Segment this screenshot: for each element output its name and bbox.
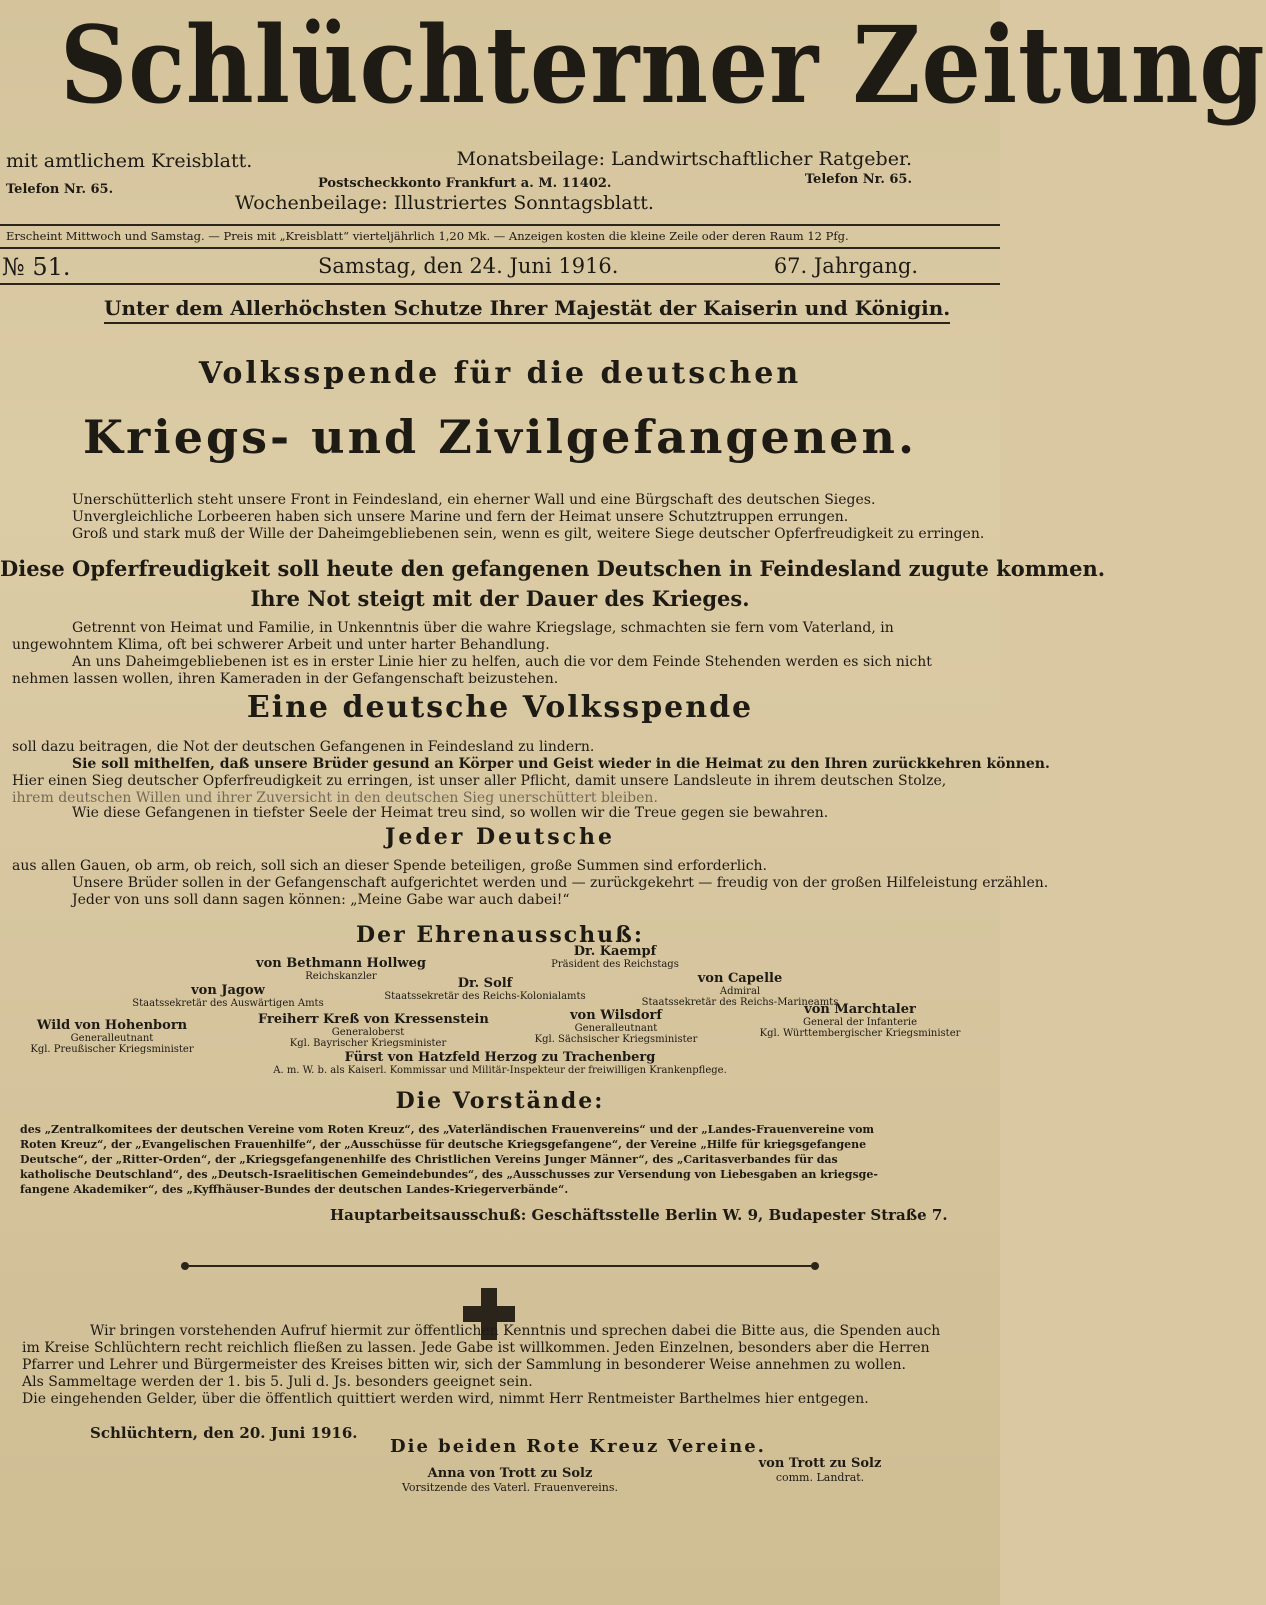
- ehren-member-role: A. m. W. b. als Kaiserl. Kommissar und Militär-Inspekteur der freiwilligen Krankenpflege.: [273, 1065, 727, 1076]
- issue-jahrgang: 67. Jahrgang.: [773, 254, 918, 278]
- closing-line-4: Als Sammeltage werden der 1. bis 5. Juli d. Js. besonders geeignet sein.: [22, 1374, 533, 1390]
- ehren-member-role: General der Infanterie: [803, 1017, 917, 1028]
- ornament-rule: [185, 1265, 815, 1267]
- signers-heading: Die beiden Rote Kreuz Vereine.: [390, 1436, 766, 1457]
- headline-line1: Volksspende für die deutschen: [198, 356, 802, 391]
- para4-line-2: Unsere Brüder sollen in der Gefangenschaft aufgerichtet werden und — zurückgekehrt — freudig von der großen Hilfeleistung erzählen.: [72, 875, 1049, 891]
- ehren-heading: Der Ehrenausschuß:: [356, 922, 644, 948]
- ehren-member-role: Staatssekretär des Reichs-Kolonialamts: [384, 991, 586, 1002]
- para3-line-1: soll dazu beitragen, die Not der deutschen Gefangenen in Feindesland zu lindern.: [12, 739, 595, 755]
- vorstaende-line-3: Deutsche“, der „Ritter-Orden“, der „Kriegsgefangenenhilfe des Christlichen Vereins Junger Männer“, des „Caritasverbandes für das: [20, 1153, 838, 1166]
- ehren-member: [526, 1008, 706, 1045]
- ehren-member-role: Staatssekretär des Reichs-Marineamts: [641, 997, 839, 1008]
- ehren-member: [108, 983, 348, 1009]
- wochenbeilage: Wochenbeilage: Illustriertes Sonntagsblatt.: [235, 192, 654, 214]
- ehren-member-role: Präsident des Reichstags: [551, 959, 679, 970]
- closing-line-2: im Kreise Schlüchtern recht reichlich fließen zu lassen. Jede Gabe ist willkommen. Jeden Einzelnen, besonders aber die Herren: [22, 1340, 930, 1356]
- ehren-member: [258, 1012, 489, 1049]
- rule-under-erscheint: [0, 247, 1000, 249]
- hauptausschuss: Hauptarbeitsausschuß: Geschäftsstelle Berlin W. 9, Budapester Straße 7.: [330, 1206, 948, 1224]
- ehren-member-name: Wild von Hohenborn: [36, 1018, 188, 1033]
- intro-line-1: Unerschütterlich steht unsere Front in Feindesland, ein eherner Wall und eine Bürgschaft des deutschen Sieges.: [72, 492, 876, 508]
- headline-line2: Kriegs- und Zivilgefangenen.: [83, 410, 917, 464]
- ehren-member: [370, 976, 600, 1002]
- closing-line-3: Pfarrer und Lehrer und Bürgermeister des Kreises bitten wir, sich der Sammlung in besonderer Weise annehmen zu wollen.: [22, 1357, 907, 1373]
- intro-line-2: Unvergleichliche Lorbeeren haben sich unsere Marine und fern der Heimat unsere Schutztruppen errungen.: [72, 509, 849, 525]
- ehren-member-role: Staatssekretär des Auswärtigen Amts: [132, 998, 324, 1009]
- opfer-line-2: Ihre Not steigt mit der Dauer des Krieges.: [250, 586, 750, 611]
- ehren-member-name: Dr. Solf: [457, 976, 513, 991]
- para2-line-4: nehmen lassen wollen, ihren Kameraden in der Gefangenschaft beizustehen.: [12, 671, 559, 687]
- intro-line-3: Groß und stark muß der Wille der Daheimgebliebenen sein, wenn es gilt, weitere Siege deutscher Opferfreudigkeit zu erringen.: [72, 526, 985, 542]
- ehren-member-role: Kgl. Bayrischer Kriegsminister: [289, 1038, 447, 1049]
- signer-left-role: Vorsitzende des Vaterl. Frauenvereins.: [401, 1481, 619, 1494]
- para2-line-2: ungewohntem Klima, oft bei schwerer Arbeit und unter harter Behandlung.: [12, 637, 550, 653]
- masthead-title: Schlüchterner Zeitung: [60, 2, 1266, 127]
- ehren-member-name: Freiherr Kreß von Kressenstein: [258, 1012, 489, 1027]
- para4-line-3: Jeder von uns soll dann sagen können: „Meine Gabe war auch dabei!“: [72, 892, 570, 908]
- issue-number: № 51.: [2, 253, 71, 281]
- rule-under-issue: [0, 283, 1000, 285]
- signer-right-name: von Trott zu Solz: [758, 1456, 882, 1471]
- ehren-member-name: Fürst von Hatzfeld Herzog zu Trachenberg: [344, 1050, 656, 1065]
- opfer-line-1: Diese Opferfreudigkeit soll heute den gefangenen Deutschen in Feindesland zugute kommen.: [0, 556, 1106, 581]
- volksspende-heading: Eine deutsche Volksspende: [246, 690, 754, 725]
- para3-line-2: Sie soll mithelfen, daß unsere Brüder gesund an Körper und Geist wieder in die Heimat zu den Ihren zurückkehren können.: [72, 756, 1050, 772]
- ehren-member-role: Generalleutnant: [70, 1033, 154, 1044]
- ehren-member-name: von Capelle: [697, 971, 783, 986]
- vorstaende-heading: Die Vorstände:: [395, 1088, 605, 1114]
- ehren-member-name: von Marchtaler: [804, 1002, 916, 1017]
- ehren-member-name: von Bethmann Hollweg: [256, 956, 426, 971]
- place-date: Schlüchtern, den 20. Juni 1916.: [90, 1424, 358, 1442]
- ehren-member: [230, 1050, 770, 1076]
- postscheck: Postscheckkonto Frankfurt a. M. 11402.: [318, 176, 612, 191]
- jeder-deutsche-heading: Jeder Deutsche: [384, 824, 616, 850]
- ehren-member-name: von Jagow: [191, 983, 265, 998]
- vorstaende-line-5: fangene Akademiker“, des „Kyffhäuser-Bundes der deutschen Landes-Kriegerverbände“.: [20, 1183, 569, 1196]
- signer-right-role: comm. Landrat.: [775, 1471, 865, 1484]
- masthead-subtitle-left: mit amtlichem Kreisblatt.: [6, 150, 253, 172]
- vorstaende-line-1: des „Zentralkomitees der deutschen Vereine vom Roten Kreuz“, des „Vaterländischen Frauenvereins“ und der „Landes-Frauenvereine vom: [20, 1123, 875, 1136]
- ehren-member-role: Kgl. Württembergischer Kriegsminister: [759, 1028, 961, 1039]
- closing-line-5: Die eingehenden Gelder, über die öffentlich quittiert werden wird, nimmt Herr Rentmeister Barthelmes hier entgegen.: [22, 1391, 869, 1407]
- telefon-right: Telefon Nr. 65.: [804, 172, 912, 187]
- issue-date: Samstag, den 24. Juni 1916.: [318, 254, 619, 278]
- ehren-member-role: Generaloberst: [331, 1027, 405, 1038]
- telefon-left: Telefon Nr. 65.: [6, 182, 114, 197]
- para4-line-1: aus allen Gauen, ob arm, ob reich, soll sich an dieser Spende beteiligen, große Summen sind erforderlich.: [12, 858, 768, 874]
- patronage-line: Unter dem Allerhöchsten Schutze Ihrer Majestät der Kaiserin und Königin.: [104, 296, 950, 324]
- signer-left-name: Anna von Trott zu Solz: [427, 1466, 593, 1481]
- closing-line-1: Wir bringen vorstehenden Aufruf hiermit zur öffentlichen Kenntnis und sprechen dabei die Bitte aus, die Spenden auch: [90, 1323, 941, 1339]
- para2-line-3: An uns Daheimgebliebenen ist es in erster Linie hier zu helfen, auch die vor dem Feinde Stehenden werden es sich nicht: [72, 654, 932, 670]
- vorstaende-line-4: katholische Deutschland“, des „Deutsch-Israelitischen Gemeindebundes“, des „Ausschusses zur Versendung von Liebesgaben an kriegsge-: [20, 1168, 878, 1181]
- ehren-member-role: Admiral: [719, 986, 761, 997]
- ehren-member: [740, 1002, 980, 1039]
- masthead-subtitle-right: Monatsbeilage: Landwirtschaftlicher Ratgeber.: [456, 148, 912, 170]
- ehren-member-role: Kgl. Sächsischer Kriegsminister: [534, 1034, 698, 1045]
- para3-line-5: Wie diese Gefangenen in tiefster Seele der Heimat treu sind, so wollen wir die Treue gegen sie bewahren.: [72, 805, 829, 821]
- para2-line-1: Getrennt von Heimat und Familie, in Unkenntnis über die wahre Kriegslage, schmachten sie fern vom Vaterland, in: [72, 620, 894, 636]
- rule-top: [0, 224, 1000, 226]
- signer-right: [740, 1456, 900, 1484]
- para3-line-4: ihrem deutschen Willen und ihrer Zuversicht in den deutschen Sieg unerschüttert bleiben.: [12, 790, 658, 806]
- ehren-member-name: von Wilsdorf: [570, 1008, 662, 1023]
- ehren-member-name: Dr. Kaempf: [573, 944, 657, 959]
- erscheint-line: Erscheint Mittwoch und Samstag. — Preis mit „Kreisblatt“ vierteljährlich 1,20 Mk. — Anzeigen kosten die kleine Zeile oder deren Raum 12 Pfg.: [6, 229, 849, 243]
- ehren-member-role: Kgl. Preußischer Kriegsminister: [30, 1044, 194, 1055]
- signer-left: [400, 1466, 620, 1494]
- para3-line-3: Hier einen Sieg deutscher Opferfreudigkeit zu erringen, ist unser aller Pflicht, damit unsere Landsleute in ihrem deutschen Stolze,: [12, 773, 947, 789]
- ehren-member-role: Generalleutnant: [574, 1023, 658, 1034]
- ehren-member-role: Reichskanzler: [305, 971, 377, 982]
- ehren-member: [520, 944, 710, 970]
- vorstaende-line-2: Roten Kreuz“, der „Evangelischen Frauenhilfe“, der „Ausschüsse für deutsche Kriegsgefangene“, der Vereine „Hilfe für kriegsgefangene: [20, 1138, 867, 1151]
- ehren-member: [22, 1018, 202, 1055]
